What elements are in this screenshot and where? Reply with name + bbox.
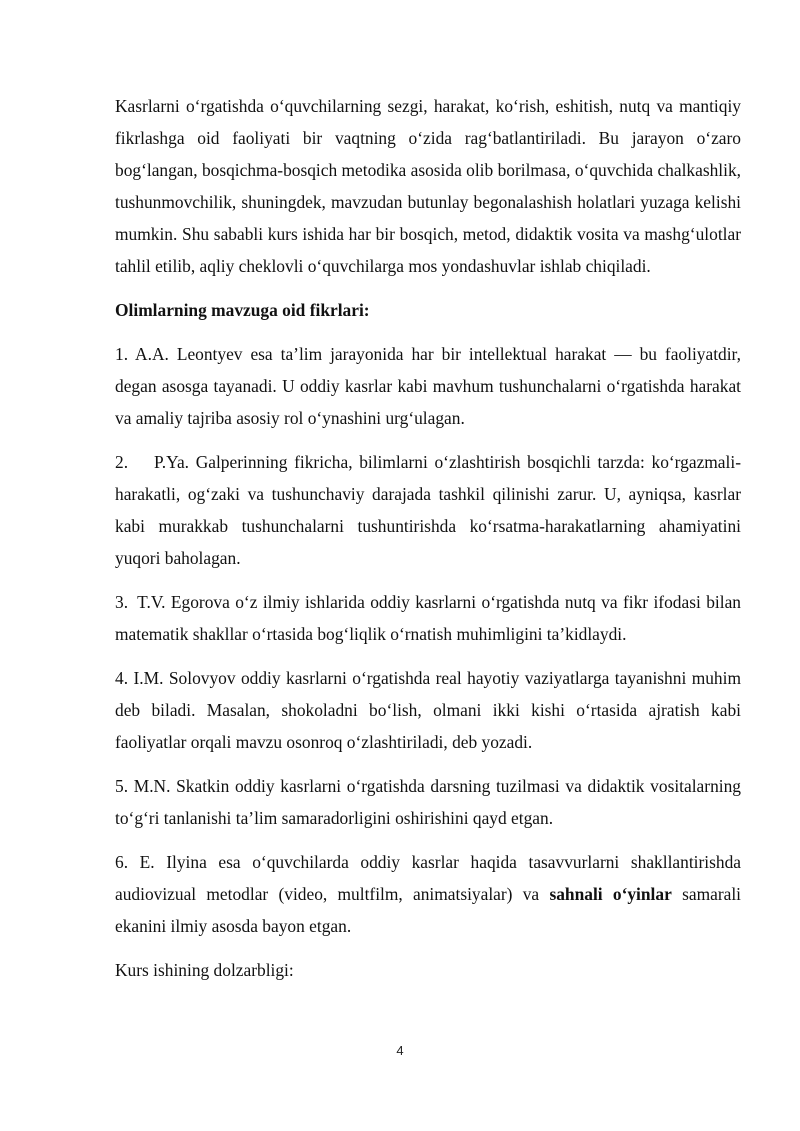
list-item [115,586,741,650]
item-number: 2. [115,452,129,472]
item-number: 5. [115,776,129,796]
list-item [115,770,741,834]
item-text: I.M. Solovyov oddiy kasrlarni o‘rgatishda real hayotiy vaziyatlarga tayanishni muhim deb biladi. Masalan, shokoladni bo‘lish, olmani ikki kishi o‘rtasida ajratish kabi faoliyatlar orqali mavzu osonroq o‘zlashtiriladi, deb yozadi. [115,668,741,752]
item-number: 4. [115,668,129,688]
item-text-before: E. Ilyina esa o‘quvchilarda oddiy kasrlar haqida tasavvurlarni shakllantirishda audiovizual metodlar (video, multfilm, animatsiyalar) va [115,852,741,904]
list-item [115,662,741,758]
page-number: 4 [396,1043,404,1058]
item-number: 1. [115,344,129,364]
document-page [115,90,741,998]
item-number: 6. [115,852,129,872]
item-text: A.A. Leontyev esa ta’lim jarayonida har bir intellektual harakat — bu faoliyatdir, degan asosga tayanadi. U oddiy kasrlar kabi mavhum tushunchalarni o‘rgatishda harakat va amaliy tajriba asosiy rol o‘ynashini urg‘ulagan. [115,344,741,428]
list-item [115,846,741,942]
item-text-after: samarali ekanini ilmiy asosda bayon etgan. [115,884,741,936]
item-text: T.V. Egorova o‘z ilmiy ishlarida oddiy kasrlarni o‘rgatishda nutq va fikr ifodasi bilan matematik shakllar o‘rtasida bog‘liqlik o‘rnatish muhimligini ta’kidlaydi. [115,592,741,644]
list-item [115,338,741,434]
item-text: M.N. Skatkin oddiy kasrlarni o‘rgatishda darsning tuzilmasi va didaktik vositalarning to‘g‘ri tanlanishi ta’lim samaradorligini oshirishini qayd etgan. [115,776,741,828]
closing-paragraph: Kurs ishining dolzarbligi: [115,960,294,980]
intro-paragraph: Kasrlarni o‘rgatishda o‘quvchilarning sezgi, harakat, ko‘rish, eshitish, nutq va mantiqiy fikrlashga oid faoliyati bir vaqtning o‘zida rag‘batlantiriladi. Bu jarayon o‘zaro bog‘langan, bosqichma-bosqich metodika asosida olib borilmasa, o‘quvchida chalkashlik, tushunmovchilik, shuningdek, mavzudan butunlay begonalashish holatlari yuzaga kelishi mumkin. Shu sababli kurs ishida har bir bosqich, metod, didaktik vosita va mashg‘ulotlar tahlil etilib, aqliy cheklovli o‘quvchilarga mos yondashuvlar ishlab chiqiladi. [115,96,741,276]
list-item [115,446,741,574]
item-text: P.Ya. Galperinning fikricha, bilimlarni o‘zlashtirish bosqichli tarzda: ko‘rgazmali-harakatli, og‘zaki va tushunchaviy darajada tashkil qilinishi zarur. U, ayniqsa, kasrlar kabi murakkab tushunchalarni tushuntirishda ko‘rsatma-harakatlarning ahamiyatini yuqori baholagan. [115,452,741,568]
section-heading-paragraph [115,294,741,326]
item-number: 3. [115,592,129,612]
section-heading: Olimlarning mavzuga oid fikrlari: [115,300,370,320]
item-text-bold: sahnali o‘yinlar [549,884,672,904]
